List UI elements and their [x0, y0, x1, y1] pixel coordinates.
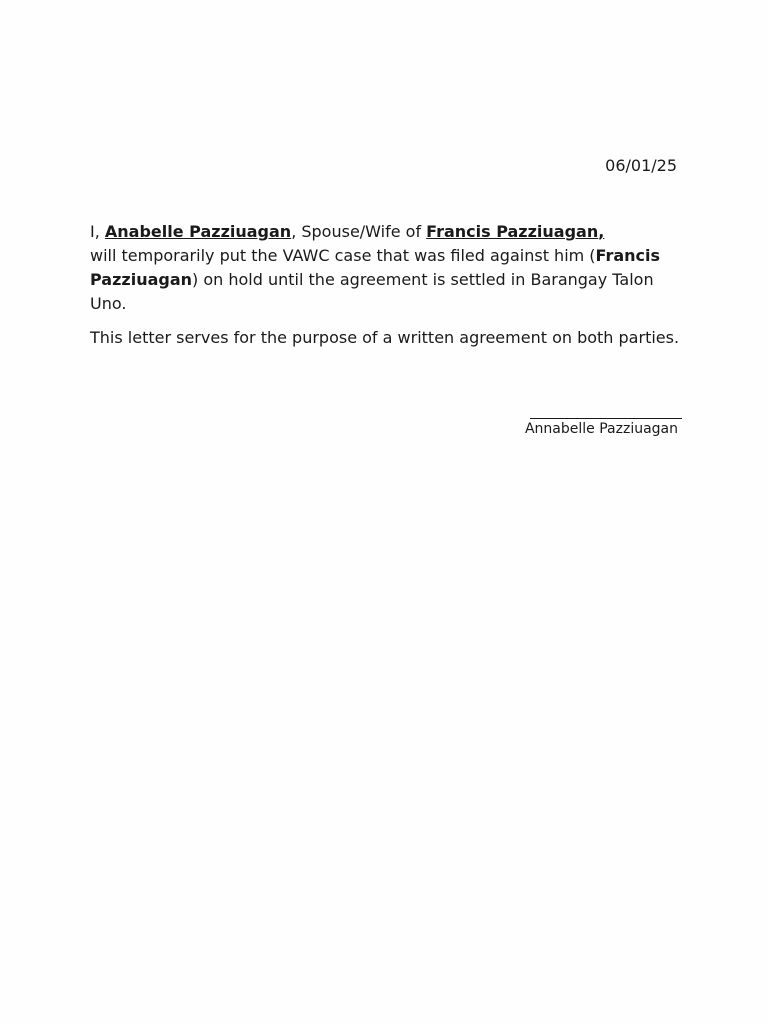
paragraph-relation: , Spouse/Wife of [291, 222, 427, 241]
spouse-name: Francis Pazziuagan, [426, 222, 605, 241]
paragraph-intro: I, [90, 222, 105, 241]
signatory-name: Anabelle Pazziuagan [104, 222, 292, 241]
paragraph-agreement [90, 220, 690, 316]
signature-name: Annabelle Pazziuagan [524, 421, 678, 437]
paragraph-body-1: will temporarily put the VAWC case that was filed against him ( [90, 246, 596, 265]
paragraph-body-2: ) on hold until the agreement is settled in Barangay Talon Uno. [90, 270, 654, 313]
spouse-name-repeat: Francis Pazziuagan [90, 246, 661, 289]
paragraph-purpose: This letter serves for the purpose of a written agreement on both parties. [90, 328, 680, 347]
signature-block [512, 406, 682, 439]
letter-date: 06/01/25 [605, 156, 677, 175]
